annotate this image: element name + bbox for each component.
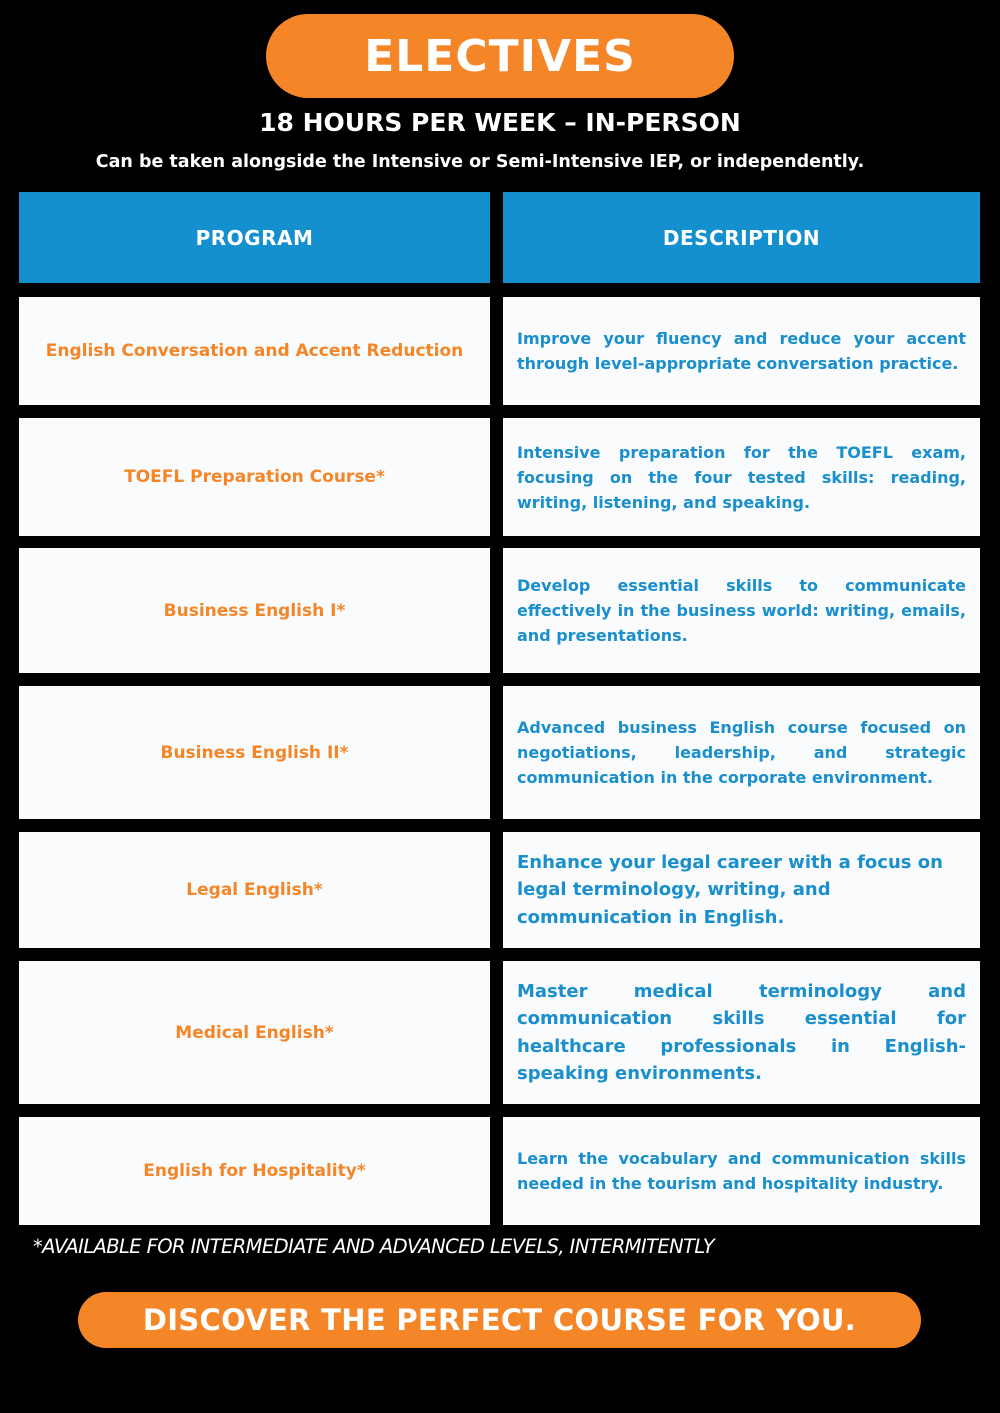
cta-label: DISCOVER THE PERFECT COURSE FOR YOU.	[142, 1303, 857, 1337]
discover-course-cta[interactable]	[78, 1292, 921, 1348]
table-row-program	[19, 832, 490, 948]
page-title: ELECTIVES	[364, 30, 636, 82]
program-name: Medical English*	[175, 1022, 334, 1043]
program-description: Enhance your legal career with a focus on legal terminology, writing, and communication in English.	[517, 851, 943, 928]
availability-footnote: *AVAILABLE FOR INTERMEDIATE AND ADVANCED LEVELS, INTERMITENTLY	[33, 1235, 715, 1258]
column-header-program	[19, 192, 490, 283]
program-description: Develop essential skills to communicate effectively in the business world: writing, emails, and presentations.	[517, 576, 966, 645]
program-description: Advanced business English course focused on negotiations, leadership, and strategic communication in the corporate environment.	[517, 718, 966, 787]
program-name: Business English II*	[160, 742, 349, 763]
table-row-program	[19, 418, 490, 536]
table-row-description	[503, 548, 980, 673]
program-name: Business English I*	[163, 600, 346, 621]
table-row-description	[503, 418, 980, 536]
table-row-description	[503, 686, 980, 819]
program-description: Intensive preparation for the TOEFL exam, focusing on the four tested skills: reading, writing, listening, and speaking.	[517, 442, 966, 512]
table-row-description	[503, 832, 980, 948]
schedule-subtitle: 18 HOURS PER WEEK – IN-PERSON	[259, 108, 741, 137]
table-row-program	[19, 686, 490, 819]
program-name: TOEFL Preparation Course*	[124, 467, 385, 487]
table-row-description	[503, 1117, 980, 1225]
column-header-description	[503, 192, 980, 283]
tagline: Can be taken alongside the Intensive or Semi-Intensive IEP, or independently.	[95, 152, 865, 172]
program-description: Improve your fluency and reduce your accent through level-appropriate conversation practice.	[517, 329, 966, 373]
table-row-program	[19, 548, 490, 673]
program-description: Learn the vocabulary and communication skills needed in the tourism and hospitality industry.	[517, 1149, 966, 1193]
program-description: Master medical terminology and communication skills essential for healthcare professionals in English-speaking environments.	[517, 980, 966, 1084]
table-row-description	[503, 297, 980, 405]
table-row-program	[19, 961, 490, 1104]
table-row-program	[19, 297, 490, 405]
column-header-label: DESCRIPTION	[662, 225, 821, 250]
table-row-program	[19, 1117, 490, 1225]
program-name: Legal English*	[186, 880, 323, 900]
title-banner	[266, 14, 734, 98]
table-row-description	[503, 961, 980, 1104]
program-name: English for Hospitality*	[143, 1161, 366, 1181]
program-name: English Conversation and Accent Reduction	[45, 341, 464, 361]
column-header-label: PROGRAM	[195, 225, 314, 250]
